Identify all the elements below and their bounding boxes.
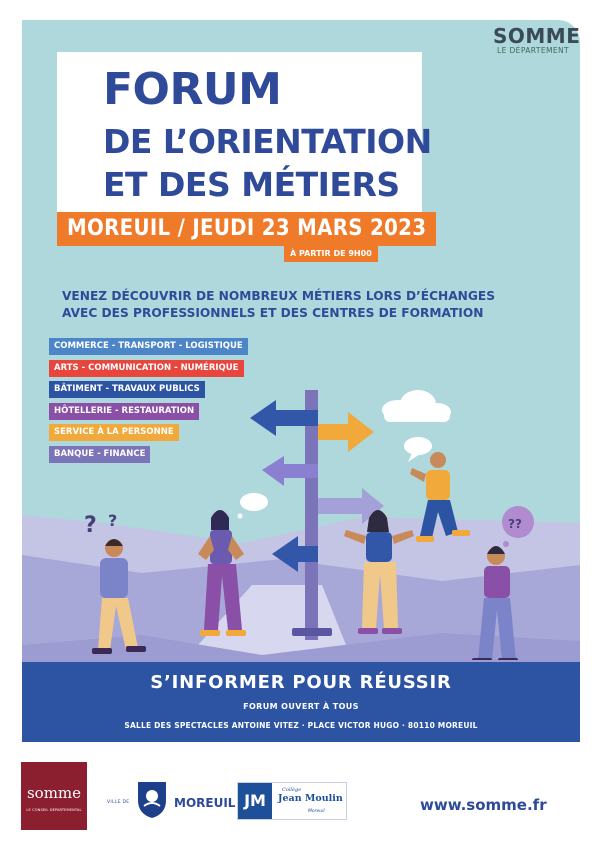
title-forum: FORUM	[103, 64, 282, 115]
somme-logo-word: SOMME	[493, 24, 581, 48]
shield-crest-icon	[134, 780, 170, 820]
svg-text:?: ?	[108, 511, 118, 530]
info-band	[22, 662, 580, 742]
website-link[interactable]: www.somme.fr	[420, 796, 547, 814]
sector-tag: ARTS - COMMUNICATION - NUMÉRIQUE	[49, 360, 244, 377]
thought-bubble-icon	[238, 493, 269, 519]
sector-tag: HÔTELLERIE - RESTAURATION	[49, 403, 199, 420]
intro-line2: AVEC DES PROFESSIONNELS ET DES CENTRES DE FORMATION	[62, 306, 484, 320]
college-logo	[237, 782, 347, 820]
person-shrugging	[344, 510, 414, 634]
somme-logo-sub: LE DÉPARTEMENT	[497, 46, 569, 55]
sector-tag: COMMERCE - TRANSPORT - LOGISTIQUE	[49, 338, 248, 355]
conseil-logo-word: somme	[26, 784, 82, 802]
intro-line1: VENEZ DÉCOUVRIR DE NOMBREUX MÉTIERS LORS D’ÉCHANGES	[62, 289, 495, 303]
conseil-logo-sub: LE CONSEIL DÉPARTEMENTAL	[26, 808, 82, 812]
sector-list	[49, 338, 248, 468]
speech-bubble-icon	[404, 437, 432, 462]
event-time: À PARTIR DE 9H00	[284, 246, 378, 262]
question-marks-icon	[84, 511, 117, 538]
college-place: Moreuil	[308, 809, 325, 814]
venue-address: SALLE DES SPECTACLES ANTOINE VITEZ · PLACE VICTOR HUGO · 80110 MOREUIL	[124, 721, 478, 730]
person-woman-center	[198, 510, 246, 636]
college-name: Jean Moulin	[278, 793, 343, 804]
title-line2: DE L’ORIENTATION	[103, 122, 432, 161]
cloud-icon	[382, 390, 451, 422]
college-jm-mark: JM	[238, 783, 272, 819]
title-box	[57, 52, 432, 230]
moreuil-logo-text: MOREUIL	[174, 796, 236, 810]
svg-text:??: ??	[508, 517, 522, 531]
person-woman-right	[472, 546, 518, 660]
open-to-all: FORUM OUVERT À TOUS	[243, 702, 359, 711]
question-bubble-icon	[502, 506, 534, 547]
event-date: MOREUIL / JEUDI 23 MARS 2023	[57, 212, 436, 246]
poster-panel	[22, 20, 580, 742]
sector-tag: SERVICE À LA PERSONNE	[49, 424, 179, 441]
conseil-departemental-logo	[21, 762, 87, 830]
college-small-label: Collège	[282, 787, 302, 793]
ville-de-label: VILLE DE	[107, 800, 130, 805]
sector-tag: BÂTIMENT - TRAVAUX PUBLICS	[49, 381, 205, 398]
person-jumping	[410, 452, 470, 542]
somme-logo	[493, 24, 581, 55]
intro-text	[62, 288, 532, 322]
sector-tag: BANQUE - FINANCE	[49, 446, 150, 463]
svg-text:?: ?	[84, 513, 97, 538]
title-line3: ET DES MÉTIERS	[103, 165, 400, 204]
slogan: S’INFORMER POUR RÉUSSIR	[150, 672, 452, 693]
person-thinking-left	[92, 539, 146, 654]
